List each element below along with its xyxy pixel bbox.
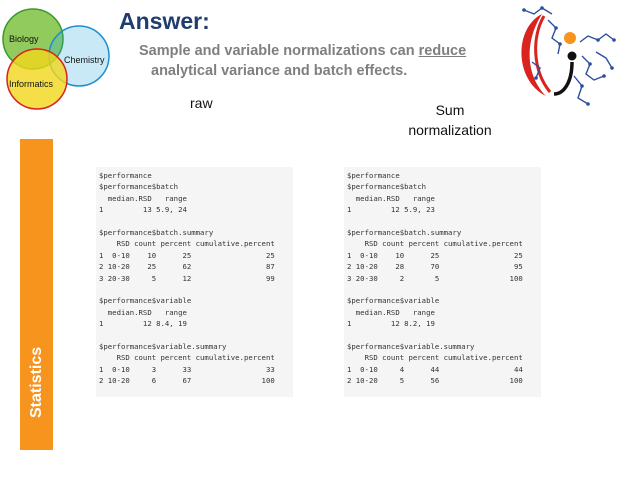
venn-label-chemistry: Chemistry	[64, 55, 105, 65]
logo-red-arc	[536, 16, 550, 92]
code-line: $performance	[347, 171, 400, 180]
code-line: $performance$batch	[99, 182, 179, 192]
code-line: 1 13 5.9, 24	[99, 205, 187, 215]
sum-output-panel	[344, 167, 541, 397]
venn-label-informatics: Informatics	[9, 79, 54, 89]
code-line: 1 12 8.2, 19	[347, 319, 435, 329]
sum-label-line-2: normalization	[408, 122, 492, 138]
code-line	[99, 284, 290, 295]
code-line: RSD count percent cumulative.percent	[99, 353, 275, 363]
logo-dot-black	[568, 52, 577, 61]
subtitle-underlined-word: reduce	[418, 43, 467, 59]
sum-label-line-1: Sum	[435, 102, 465, 118]
raw-output-panel	[96, 167, 293, 397]
logo-dot-orange	[564, 32, 576, 44]
code-line	[99, 216, 290, 227]
code-line: 1 0-10 3 33 33	[99, 364, 275, 374]
code-line: 3 20-30 2 5 100	[347, 273, 523, 283]
code-line: $performance$variable.summary	[347, 341, 475, 351]
code-line: 1 0-10 10 25 25	[347, 250, 523, 260]
raw-output-code	[96, 167, 293, 389]
code-line: $performance$variable	[99, 296, 192, 306]
code-line: median.RSD range	[347, 193, 435, 203]
code-line: RSD count percent cumulative.percent	[99, 239, 275, 249]
code-line: 1 0-10 4 44 44	[347, 364, 523, 374]
logo-red-swoosh	[521, 14, 546, 96]
molecule-logo	[512, 6, 620, 108]
subtitle-line-1	[139, 41, 509, 61]
code-line	[347, 284, 538, 295]
code-line: 3 20-30 5 12 99	[99, 273, 275, 283]
code-line: $performance$batch.summary	[99, 227, 214, 237]
subtitle-line-2: analytical variance and batch effects.	[151, 63, 408, 79]
code-line	[99, 329, 290, 340]
venn-label-biology: Biology	[9, 34, 39, 44]
sum-output-code	[344, 167, 541, 389]
statistics-sidebar-label: Statistics	[28, 346, 45, 418]
code-line: median.RSD range	[99, 193, 187, 203]
code-line	[347, 329, 538, 340]
slide-subtitle	[139, 41, 509, 81]
code-line: median.RSD range	[347, 307, 435, 317]
sum-normalization-label	[400, 100, 500, 140]
raw-label: raw	[190, 95, 213, 111]
code-line: $performance$variable	[347, 296, 440, 306]
code-line: 1 12 8.4, 19	[99, 319, 187, 329]
code-line: $performance$variable.summary	[99, 341, 227, 351]
code-line: 2 10-20 28 70 95	[347, 262, 523, 272]
code-line: 2 10-20 25 62 87	[99, 262, 275, 272]
code-line: $performance	[99, 171, 152, 180]
code-line: $performance$batch	[347, 182, 427, 192]
code-line	[347, 216, 538, 227]
code-line: 1 12 5.9, 23	[347, 205, 435, 215]
code-line: $performance$batch.summary	[347, 227, 462, 237]
code-line: RSD count percent cumulative.percent	[347, 239, 523, 249]
code-line: median.RSD range	[99, 307, 187, 317]
subtitle-line-1-text: Sample and variable normalizations can	[139, 43, 419, 59]
logo-black-hook	[554, 62, 572, 94]
code-line: RSD count percent cumulative.percent	[347, 353, 523, 363]
code-line: 2 10-20 5 56 100	[347, 376, 523, 386]
code-line: 1 0-10 10 25 25	[99, 250, 275, 260]
venn-diagram	[0, 0, 125, 118]
slide-title: Answer:	[119, 8, 210, 34]
code-line: 2 10-20 6 67 100	[99, 376, 275, 386]
